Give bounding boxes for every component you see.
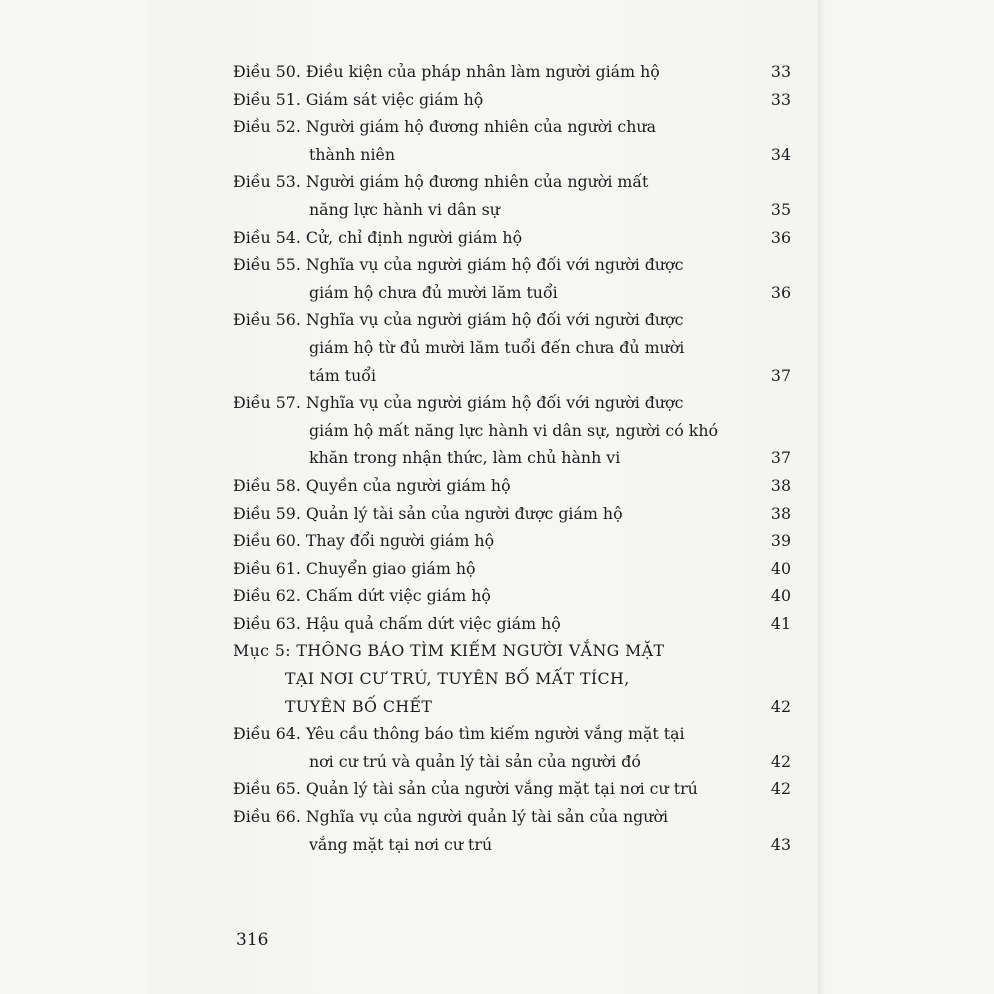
toc-entry-title: Điều 60. Thay đổi người giám hộ — [233, 531, 495, 551]
toc-entry — [233, 500, 793, 528]
toc-entry — [233, 582, 793, 610]
toc-page-number: 42 — [770, 779, 791, 799]
page-number: 316 — [236, 930, 269, 950]
toc-page-number: 36 — [770, 282, 791, 302]
page-edge-shadow — [818, 0, 826, 994]
toc-page-number: 37 — [770, 365, 791, 385]
toc-entry-continuation: thành niên — [309, 144, 396, 164]
toc-page-number: 34 — [770, 144, 791, 164]
toc-entry-title: Điều 50. Điều kiện của pháp nhân làm người giám hộ — [233, 62, 660, 81]
toc-entry — [233, 720, 793, 775]
toc-entry-title: Mục 5: THÔNG BÁO TÌM KIẾM NGƯỜI VẮNG MẶT — [233, 641, 665, 661]
toc-page-number: 41 — [770, 613, 791, 633]
toc-page-number: 40 — [770, 558, 791, 578]
toc-entry — [233, 306, 793, 389]
toc-entry-title: Điều 53. Người giám hộ đương nhiên của người mất — [233, 172, 649, 192]
toc-entry-continuation: giám hộ chưa đủ mười lăm tuổi — [309, 282, 558, 302]
toc-entry-title: Điều 55. Nghĩa vụ của người giám hộ đối với người được — [233, 255, 684, 275]
toc-entry-continuation: TẠI NƠI CƯ TRÚ, TUYÊN BỐ MẤT TÍCH, — [285, 669, 630, 689]
toc-entry — [233, 555, 793, 583]
toc-entry-continuation: giám hộ từ đủ mười lăm tuổi đến chưa đủ mười — [309, 337, 685, 357]
toc-entry — [233, 775, 793, 803]
toc-entry-title: Điều 63. Hậu quả chấm dứt việc giám hộ — [233, 613, 561, 633]
table-of-contents — [233, 58, 793, 858]
toc-entry — [233, 58, 793, 86]
toc-page-number: 37 — [770, 448, 791, 468]
toc-entry — [233, 527, 793, 555]
toc-page-number: 43 — [770, 834, 791, 854]
toc-entry — [233, 803, 793, 858]
toc-entry — [233, 472, 793, 500]
toc-page-number: 38 — [770, 475, 791, 495]
toc-entry-title: Điều 57. Nghĩa vụ của người giám hộ đối với người được — [233, 393, 684, 413]
toc-page-number: 38 — [770, 503, 791, 523]
toc-entry-continuation: khăn trong nhận thức, làm chủ hành vi — [309, 448, 621, 468]
toc-entry-title: Điều 58. Quyền của người giám hộ — [233, 475, 511, 495]
toc-entry — [233, 389, 793, 472]
toc-entry — [233, 251, 793, 306]
toc-page-number: 35 — [770, 199, 791, 219]
toc-entry — [233, 113, 793, 168]
toc-page-number: 40 — [770, 586, 791, 606]
toc-entry-title: Điều 61. Chuyển giao giám hộ — [233, 558, 476, 578]
toc-entry — [233, 168, 793, 223]
toc-entry-title: Điều 56. Nghĩa vụ của người giám hộ đối với người được — [233, 310, 684, 330]
toc-entry-continuation: năng lực hành vi dân sự — [309, 199, 500, 219]
toc-entry-continuation: giám hộ mất năng lực hành vi dân sự, người có khó — [309, 420, 718, 440]
toc-entry-title: Điều 59. Quản lý tài sản của người được giám hộ — [233, 503, 623, 523]
toc-entry — [233, 224, 793, 252]
toc-entry-title: Điều 51. Giám sát việc giám hộ — [233, 89, 484, 109]
toc-page-number: 36 — [770, 227, 791, 247]
toc-entry-title: Điều 62. Chấm dứt việc giám hộ — [233, 586, 491, 606]
toc-entry — [233, 86, 793, 114]
toc-page-number: 42 — [770, 696, 791, 716]
toc-entry-title: Điều 64. Yêu cầu thông báo tìm kiếm người vắng mặt tại — [233, 724, 685, 744]
toc-entry-title: Điều 66. Nghĩa vụ của người quản lý tài sản của người — [233, 807, 669, 827]
toc-entry-title: Điều 65. Quản lý tài sản của người vắng mặt tại nơi cư trú — [233, 779, 698, 799]
toc-page-number: 39 — [770, 531, 791, 551]
toc-entry-continuation: vắng mặt tại nơi cư trú — [309, 834, 493, 854]
toc-page-number: 33 — [770, 62, 791, 81]
toc-page-number: 42 — [770, 751, 791, 771]
toc-entry-continuation: tám tuổi — [309, 365, 377, 385]
toc-entry-title: Điều 54. Cử, chỉ định người giám hộ — [233, 227, 523, 247]
toc-entry-continuation: TUYÊN BỐ CHẾT — [285, 696, 433, 716]
toc-entry-title: Điều 52. Người giám hộ đương nhiên của người chưa — [233, 117, 657, 137]
toc-entry-continuation: nơi cư trú và quản lý tài sản của người đó — [309, 751, 641, 771]
toc-entry — [233, 610, 793, 638]
toc-page-number: 33 — [770, 89, 791, 109]
toc-section-heading — [233, 637, 793, 720]
